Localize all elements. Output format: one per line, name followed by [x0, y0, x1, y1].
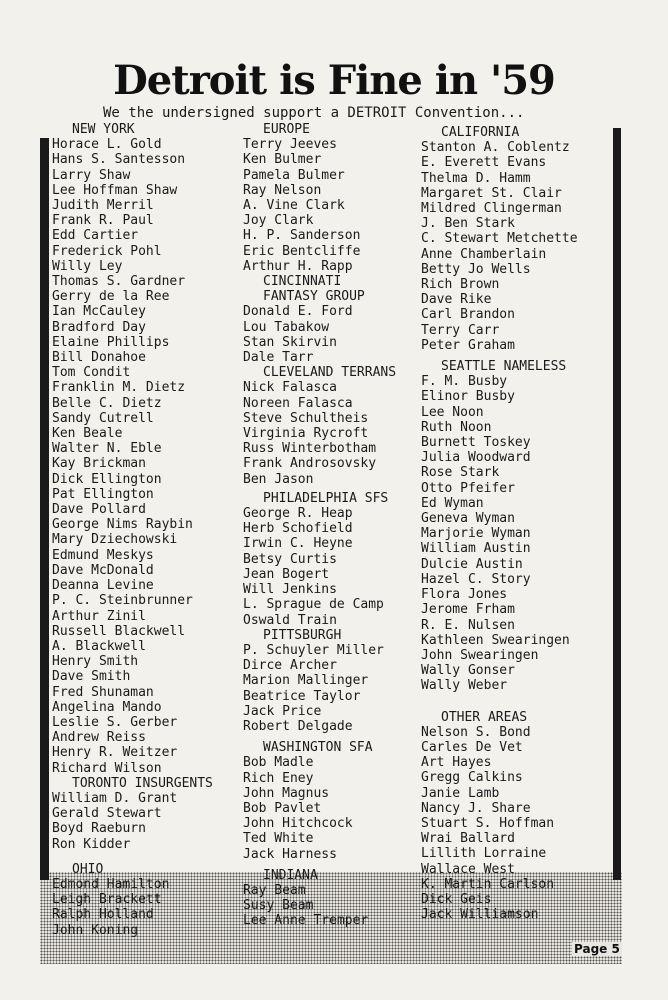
signatory-name: Henry Smith	[52, 654, 139, 670]
signatory-name: Ray Nelson	[243, 182, 322, 198]
signatory-name: Leigh Brackett	[52, 892, 162, 908]
right-border-bar	[613, 128, 621, 880]
signatory-name: Nancy J. Share	[421, 800, 531, 816]
signatory-name: Ted White	[243, 831, 314, 847]
signatory-name: Russ Winterbotham	[243, 441, 377, 457]
signatory-name: Jerome Frham	[421, 602, 515, 618]
signatory-name: Flora Jones	[421, 587, 508, 603]
signatory-name: Rose Stark	[421, 465, 500, 481]
signatory-name: Margaret St. Clair	[421, 185, 562, 201]
signatory-name: Dave Pollard	[52, 502, 146, 518]
group-heading: INDIANA	[263, 867, 318, 883]
signatory-name: Ed Wyman	[421, 495, 484, 511]
signatory-name: Rich Brown	[421, 277, 500, 293]
signatory-name: Arthur H. Rapp	[243, 258, 353, 274]
group-heading: CALIFORNIA	[441, 125, 520, 140]
signatory-name: Judith Merril	[52, 198, 154, 214]
group-heading: CLEVELAND TERRANS	[263, 365, 397, 381]
group-heading: NEW YORK	[72, 122, 135, 137]
signatory-name: Edmund Meskys	[52, 547, 154, 563]
intro-line: We the undersigned support a DETROIT Convention...	[103, 105, 525, 121]
signatory-name: Stuart S. Hoffman	[421, 815, 555, 831]
signatory-name: George R. Heap	[243, 506, 353, 522]
signatory-name: Lee Hoffman Shaw	[52, 182, 178, 198]
signatory-name: Burnett Toskey	[421, 435, 531, 451]
signatory-name: Anne Chamberlain	[421, 246, 547, 262]
signatory-name: Frank Androsovsky	[243, 456, 377, 472]
signatory-name: Ray Beam	[243, 882, 306, 898]
signatory-name: P. C. Steinbrunner	[52, 593, 193, 609]
group-heading: PHILADELPHIA SFS	[263, 490, 389, 506]
signatory-name: Mildred Clingerman	[421, 201, 562, 217]
signatory-name: John Magnus	[243, 785, 330, 801]
signatory-name: Ken Beale	[52, 426, 123, 442]
signatory-name: Robert Delgade	[243, 718, 353, 734]
signatory-name: Dulcie Austin	[421, 556, 523, 572]
signatory-name: Elinor Busby	[421, 389, 515, 405]
signatory-name: Leslie S. Gerber	[52, 714, 178, 730]
group-heading: WASHINGTON SFA	[263, 740, 373, 756]
signatory-name: Terry Jeeves	[243, 137, 337, 153]
signatory-name: Andrew Reiss	[52, 730, 146, 746]
page-title: Detroit is Fine in '59	[113, 57, 555, 104]
signatory-name: Hans S. Santesson	[52, 152, 186, 168]
signatory-name: Wrai Ballard	[421, 831, 515, 847]
signatory-name: Edd Cartier	[52, 228, 139, 244]
signatory-name: Nelson S. Bond	[421, 724, 531, 740]
signatory-name: Irwin C. Heyne	[243, 536, 353, 552]
signatory-name: Susy Beam	[243, 898, 314, 914]
group-heading: CINCINNATI	[263, 274, 342, 290]
signatory-name: Frank R. Paul	[52, 213, 154, 229]
signatory-name: Marjorie Wyman	[421, 526, 531, 542]
signatory-name: K. Martin Carlson	[421, 876, 555, 892]
signatory-name: Arthur Zinil	[52, 608, 146, 624]
signatory-name: Marion Mallinger	[243, 673, 369, 689]
group-heading: OTHER AREAS	[441, 709, 528, 725]
signatory-name: Edmond Hamilton	[52, 876, 170, 892]
signatory-name: Fred Shunaman	[52, 684, 154, 700]
signatory-name: Thomas S. Gardner	[52, 274, 186, 290]
signatory-name: William D. Grant	[52, 790, 178, 806]
signatory-name: J. Ben Stark	[421, 216, 515, 232]
signatory-name: Lee Noon	[421, 404, 484, 420]
signatory-name: Bradford Day	[52, 319, 146, 335]
signatory-name: C. Stewart Metchette	[421, 231, 578, 247]
signatory-name: Horace L. Gold	[52, 137, 162, 153]
signatory-name: Henry R. Weitzer	[52, 745, 178, 761]
signatory-name: Dirce Archer	[243, 658, 337, 674]
signatory-name: Dick Ellington	[52, 471, 162, 487]
signatory-name: Gerry de la Ree	[52, 289, 170, 305]
signatory-name: Betsy Curtis	[243, 551, 337, 567]
signatory-name: Will Jenkins	[243, 582, 337, 598]
signatory-name: Stan Skirvin	[243, 334, 337, 350]
signatory-name: Lillith Lorraine	[421, 846, 547, 862]
signatory-name: Ron Kidder	[52, 836, 131, 852]
signatory-name: H. P. Sanderson	[243, 228, 361, 244]
signatory-name: Walter N. Eble	[52, 441, 162, 457]
signatory-name: Jack Price	[243, 703, 322, 719]
page-number: Page 5	[574, 942, 620, 956]
signatory-name: Bob Madle	[243, 755, 314, 771]
signatory-name: Jack Williamson	[421, 907, 539, 923]
group-heading: TORONTO INSURGENTS	[72, 775, 213, 791]
signatory-name: Pat Ellington	[52, 486, 154, 502]
signatory-name: Bob Pavlet	[243, 800, 322, 816]
signatory-name: Hazel C. Story	[421, 571, 531, 587]
signatory-name: Ruth Noon	[421, 419, 492, 435]
signatory-name: Wallace West	[421, 861, 515, 877]
signatory-name: Oswald Train	[243, 612, 337, 628]
signatory-name: Art Hayes	[421, 755, 492, 771]
column-1	[52, 122, 213, 938]
signatory-name: Angelina Mando	[52, 699, 162, 715]
signatory-name: E. Everett Evans	[421, 155, 547, 171]
signatory-name: Gerald Stewart	[52, 806, 162, 822]
signatory-name: Bill Donahoe	[52, 350, 146, 366]
signatory-name: Eric Bentcliffe	[243, 243, 361, 259]
signatory-name: Steve Schultheis	[243, 410, 369, 426]
signatory-name: Joy Clark	[243, 213, 314, 229]
signatory-name: Rich Eney	[243, 770, 314, 786]
signatory-name: Lee Anne Tremper	[243, 913, 369, 929]
signatory-name: Elaine Phillips	[52, 334, 170, 350]
signatory-name: Peter Graham	[421, 337, 515, 353]
signatory-name: Ralph Holland	[52, 907, 154, 923]
signatory-name: Donald E. Ford	[243, 304, 353, 320]
signatory-name: Janie Lamb	[421, 785, 500, 801]
signatory-name: John Hitchcock	[243, 816, 353, 832]
signatory-name: Dick Geis	[421, 891, 492, 907]
signatory-name: Ian McCauley	[52, 304, 146, 320]
signatory-name: Boyd Raeburn	[52, 821, 146, 837]
signatory-name: John Koning	[52, 922, 139, 938]
signatory-name: Wally Weber	[421, 678, 508, 694]
signatory-name: L. Sprague de Camp	[243, 597, 384, 613]
signatory-name: Lou Tabakow	[243, 319, 330, 335]
group-heading: EUROPE	[263, 122, 310, 137]
signatory-name: Richard Wilson	[52, 760, 162, 776]
signatory-name: Mary Dziechowski	[52, 532, 178, 548]
signatory-name: Jack Harness	[243, 846, 337, 862]
signatory-name: Dave McDonald	[52, 562, 154, 578]
signatory-name: Willy Ley	[52, 258, 123, 274]
signatory-name: Larry Shaw	[52, 167, 131, 183]
signatory-name: A. Blackwell	[52, 638, 146, 654]
signatory-name: Julia Woodward	[421, 450, 531, 466]
signatory-name: George Nims Raybin	[52, 517, 193, 533]
signatory-name: Betty Jo Wells	[421, 261, 531, 277]
left-border-bar	[40, 138, 49, 880]
signatory-name: Herb Schofield	[243, 521, 353, 537]
signatory-name: Nick Falasca	[243, 380, 337, 396]
signatory-name: A. Vine Clark	[243, 198, 345, 214]
signatory-name: Belle C. Dietz	[52, 395, 162, 411]
signatory-name: Tom Condit	[52, 365, 131, 381]
signatory-name: Deanna Levine	[52, 578, 154, 594]
signatory-name: Terry Carr	[421, 322, 500, 338]
signatory-name: Thelma D. Hamm	[421, 170, 531, 186]
signatory-name: Carles De Vet	[421, 739, 523, 755]
signatory-name: P. Schuyler Miller	[243, 642, 384, 658]
signatory-name: Stanton A. Coblentz	[421, 140, 570, 156]
signatory-name: Otto Pfeifer	[421, 480, 515, 496]
signatory-name: F. M. Busby	[421, 374, 508, 390]
group-heading: PITTSBURGH	[263, 627, 342, 643]
signatory-name: Frederick Pohl	[52, 243, 162, 259]
signatory-name: Ken Bulmer	[243, 152, 322, 168]
signatory-name: R. E. Nulsen	[421, 617, 515, 633]
signatory-name: Virginia Rycroft	[243, 426, 369, 442]
group-heading: OHIO	[72, 861, 104, 877]
signatory-name: Geneva Wyman	[421, 511, 515, 527]
signatory-name: Wally Gonser	[421, 663, 515, 679]
signatory-name: Russell Blackwell	[52, 623, 186, 639]
column-3	[421, 125, 578, 922]
signatory-name: Noreen Falasca	[243, 395, 353, 411]
signatory-name: Kathleen Swearingen	[421, 632, 570, 648]
signatory-name: Dale Tarr	[243, 350, 314, 366]
signatory-name: Jean Bogert	[243, 566, 330, 582]
group-heading: SEATTLE NAMELESS	[441, 359, 567, 375]
signatory-name: Kay Brickman	[52, 456, 146, 472]
signatory-name: Dave Smith	[52, 669, 131, 685]
signatory-name: Ben Jason	[243, 471, 314, 487]
signatory-name: Franklin M. Dietz	[52, 380, 186, 396]
signatory-name: John Swearingen	[421, 647, 539, 663]
column-2	[243, 122, 396, 929]
signatory-name: Beatrice Taylor	[243, 688, 361, 704]
signatory-name: Gregg Calkins	[421, 770, 523, 786]
signatory-name: Sandy Cutrell	[52, 410, 154, 426]
signatory-name: Dave Rike	[421, 292, 492, 308]
signatory-name: Carl Brandon	[421, 307, 515, 323]
signatory-name: Pamela Bulmer	[243, 167, 345, 183]
signatory-name: William Austin	[421, 541, 531, 557]
group-heading: FANTASY GROUP	[263, 289, 365, 305]
